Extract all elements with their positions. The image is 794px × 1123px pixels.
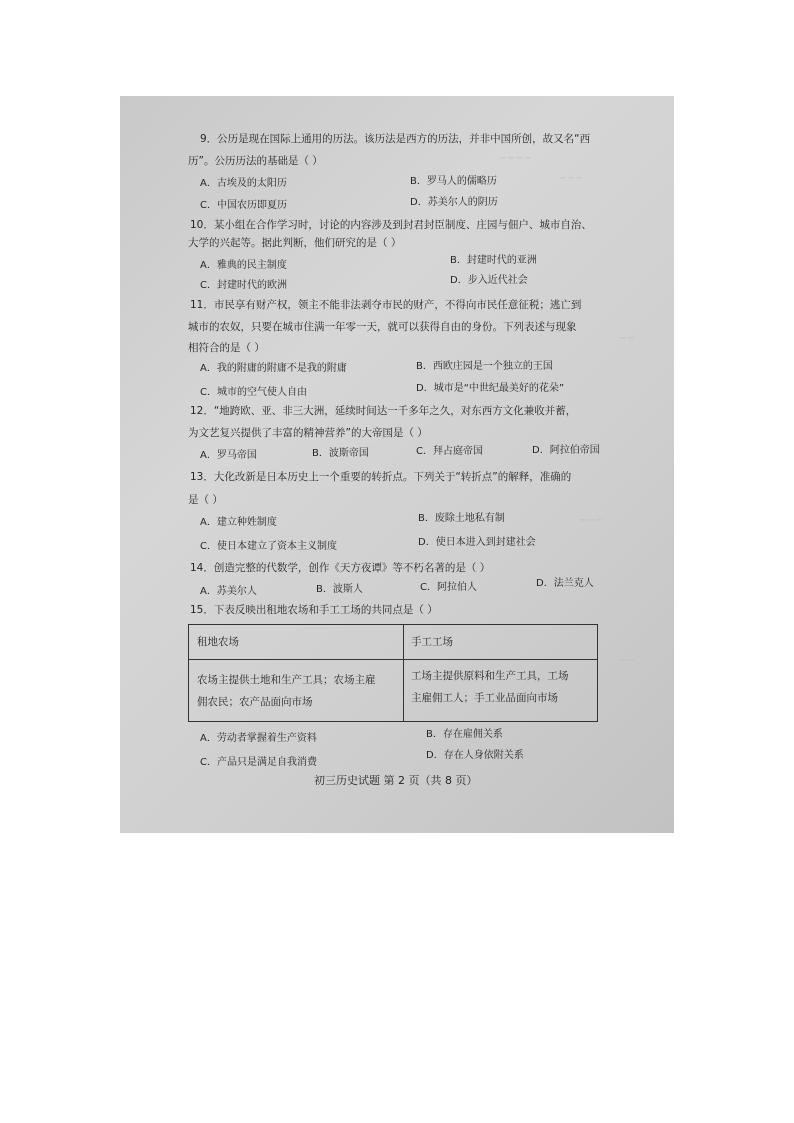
table-column-divider xyxy=(403,625,404,721)
q14-option-b: B．波斯人 xyxy=(316,584,363,595)
q14-stem-line1: 14．创造完整的代数学，创作《天方夜谭》等不朽名著的是（ ） xyxy=(190,562,491,574)
table-header-farm: 租地农场 xyxy=(197,636,239,648)
q9-option-b: B．罗马人的儒略历 xyxy=(410,176,497,187)
q10-option-c: C．封建时代的欧洲 xyxy=(200,280,287,291)
q12-option-a: A．罗马帝国 xyxy=(200,450,257,461)
q14-option-d: D．法兰克人 xyxy=(536,578,594,589)
q11-option-d: D．城市是“中世纪最美好的花朵” xyxy=(416,383,565,394)
bleed-through-mark: ─ ─ ─ xyxy=(560,174,582,184)
q9-option-a: A．古埃及的太阳历 xyxy=(200,178,287,189)
table-row-divider xyxy=(189,659,597,660)
q11-stem-line3: 相符合的是（ ） xyxy=(188,342,265,354)
q13-option-b: B．废除土地私有制 xyxy=(418,513,505,524)
q13-option-c: C．使日本建立了资本主义制度 xyxy=(200,541,337,552)
q12-option-d: D．阿拉伯帝国 xyxy=(532,445,600,456)
bleed-through-mark: ─ ─ xyxy=(620,656,634,666)
q11-option-c: C．城市的空气使人自由 xyxy=(200,387,307,398)
q10-stem-line1: 10．某小组在合作学习时，讨论的内容涉及到封君封臣制度、庄园与佃户、城市自治、 xyxy=(190,219,592,231)
table-header-workshop: 手工工场 xyxy=(411,636,453,648)
q10-option-b: B．封建时代的亚洲 xyxy=(450,255,537,266)
bleed-through-mark: ─ ─ ─ ─ xyxy=(500,154,531,164)
q10-option-d: D．步入近代社会 xyxy=(450,275,528,286)
q14-option-c: C．阿拉伯人 xyxy=(420,582,477,593)
q15-option-a: A．劳动者掌握着生产资料 xyxy=(200,733,317,744)
bleed-through-mark: ─ ─ ─ xyxy=(580,516,602,526)
q15-option-b: B．存在雇佣关系 xyxy=(426,729,503,740)
q15-comparison-table xyxy=(188,624,598,722)
q11-stem-line2: 城市的农奴，只要在城市住满一年零一天，就可以获得自由的身份。下列表述与现象 xyxy=(188,321,577,333)
q15-option-c: C．产品只是满足自我消费 xyxy=(200,757,317,768)
page-footer: 初三历史试题 第 2 页（共 8 页） xyxy=(314,774,478,787)
table-cell-farm-line1: 农场主提供土地和生产工具；农场主雇 xyxy=(197,674,376,686)
bleed-through-mark: ─ ─ xyxy=(620,334,634,344)
q13-option-d: D．使日本进入到封建社会 xyxy=(418,537,536,548)
table-cell-workshop-line1: 工场主提供原料和生产工具，工场 xyxy=(411,670,569,682)
q14-option-a: A．苏美尔人 xyxy=(200,586,257,597)
q10-stem-line2: 大学的兴起等。据此判断，他们研究的是（ ） xyxy=(188,237,402,249)
q9-stem-line2: 历”。公历历法的基础是（ ） xyxy=(188,155,323,167)
table-cell-farm-line2: 佣农民；农产品面向市场 xyxy=(197,696,313,708)
q9-option-c: C．中国农历即夏历 xyxy=(200,200,287,211)
q13-stem-line1: 13．大化改新是日本历史上一个重要的转折点。下列关于“转折点”的解释，准确的 xyxy=(190,471,572,483)
q11-stem-line1: 11．市民享有财产权，领主不能非法剥夺市民的财产，不得向市民任意征税；逃亡到 xyxy=(190,299,582,311)
q9-option-d: D．苏美尔人的阴历 xyxy=(410,197,498,208)
q13-option-a: A．建立种姓制度 xyxy=(200,517,277,528)
q12-stem-line2: 为文艺复兴提供了丰富的精神营养”的大帝国是（ ） xyxy=(188,427,428,439)
q15-option-d: D．存在人身依附关系 xyxy=(426,750,524,761)
q15-stem-line1: 15．下表反映出租地农场和手工工场的共同点是（ ） xyxy=(190,604,438,616)
q11-option-b: B．西欧庄园是一个独立的王国 xyxy=(416,361,553,372)
table-cell-workshop-line2: 主雇佣工人；手工业品面向市场 xyxy=(411,692,558,704)
q11-option-a: A．我的附庸的附庸不是我的附庸 xyxy=(200,363,347,374)
q12-stem-line1: 12．“地跨欧、亚、非三大洲，延续时间达一千多年之久，对东西方文化兼收并蓄， xyxy=(190,405,577,417)
q9-stem-line1: 9．公历是现在国际上通用的历法。该历法是西方的历法，并非中国所创，故又名“西 xyxy=(200,133,591,145)
q10-option-a: A．雅典的民主制度 xyxy=(200,260,287,271)
q13-stem-line2: 是（ ） xyxy=(188,494,223,506)
photographed-exam-page xyxy=(120,96,674,833)
q12-option-b: B．波斯帝国 xyxy=(312,448,369,459)
q12-option-c: C．拜占庭帝国 xyxy=(416,446,483,457)
